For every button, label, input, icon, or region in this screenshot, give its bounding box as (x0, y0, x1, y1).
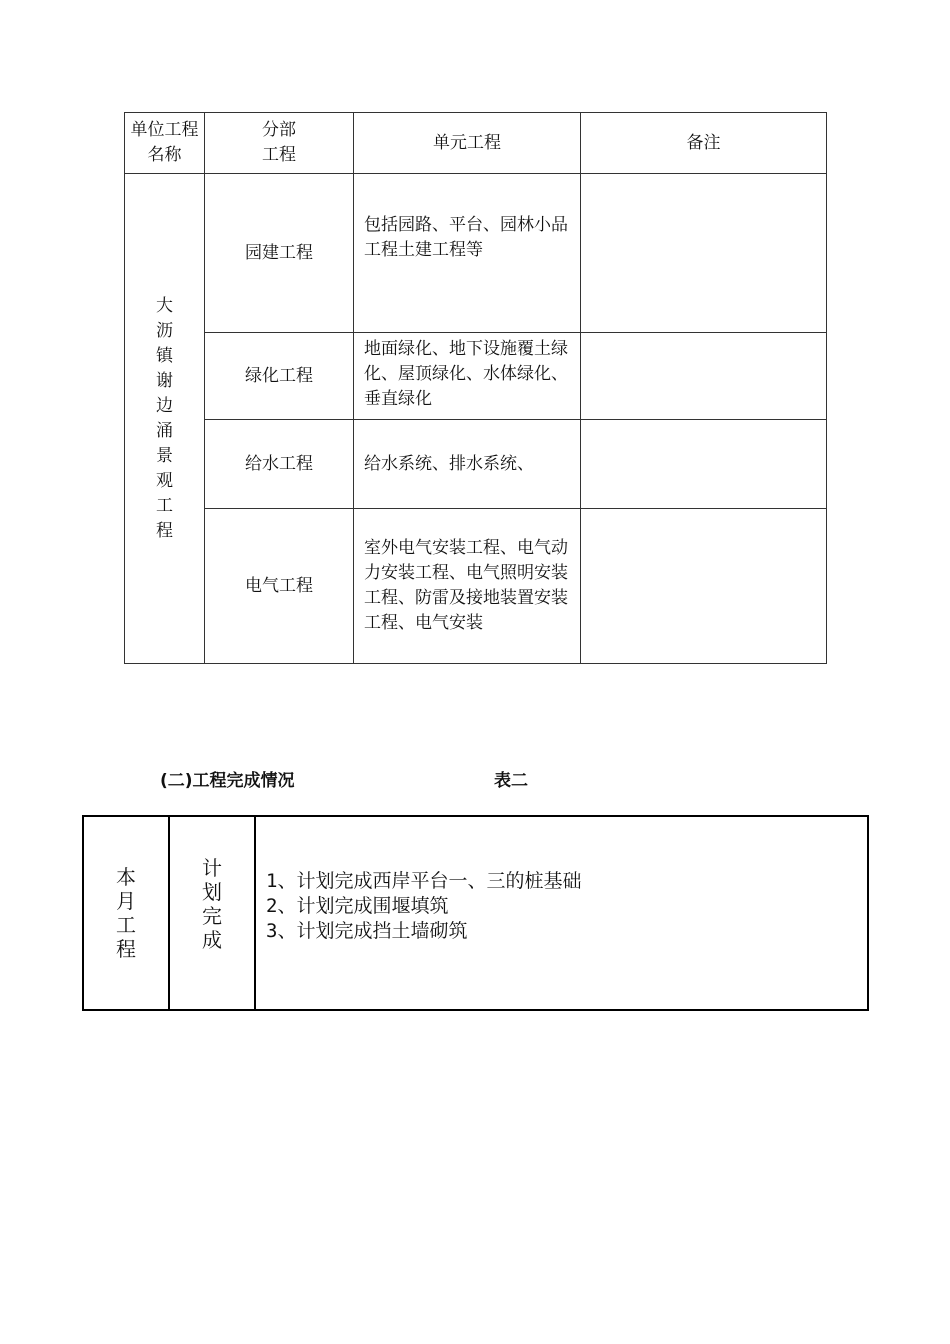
planned-cell (169, 816, 255, 1010)
table-row (125, 509, 827, 664)
list-item: 2、计划完成围堰填筑 (266, 894, 449, 917)
planned-label: 计划完成 (202, 856, 222, 952)
division-cell: 园建工程 (205, 174, 354, 333)
completion-table (82, 815, 869, 1011)
table-header-row (125, 113, 827, 174)
element-cell: 包括园路、平台、园林小品工程土建工程等 (354, 174, 581, 333)
header-unit: 单位工程名称 (125, 113, 205, 174)
list-item: 3、计划完成挡土墙砌筑 (266, 919, 468, 942)
table-row (125, 174, 827, 333)
remarks-cell (581, 420, 827, 509)
table-row (83, 816, 868, 1010)
plan-items-cell (255, 816, 868, 1010)
table-row (125, 333, 827, 420)
header-remarks: 备注 (581, 113, 827, 174)
unit-name: 大沥镇谢边涌景观工程 (156, 295, 173, 541)
element-cell: 给水系统、排水系统、 (354, 420, 581, 509)
table-label: 表二 (494, 771, 528, 791)
project-structure-table (124, 112, 827, 664)
list-item: 1、计划完成西岸平台一、三的桩基础 (266, 869, 582, 892)
remarks-cell (581, 174, 827, 333)
section-title: (二)工程完成情况 (160, 771, 295, 791)
element-cell: 地面绿化、地下设施覆土绿化、屋顶绿化、水体绿化、垂直绿化 (354, 333, 581, 420)
remarks-cell (581, 509, 827, 664)
month-work-label: 本月工程 (116, 865, 136, 961)
header-element: 单元工程 (354, 113, 581, 174)
unit-name-cell (125, 174, 205, 664)
month-work-cell (83, 816, 169, 1010)
division-cell: 绿化工程 (205, 333, 354, 420)
division-cell: 给水工程 (205, 420, 354, 509)
remarks-cell (581, 333, 827, 420)
element-cell: 室外电气安装工程、电气动力安装工程、电气照明安装工程、防雷及接地装置安装工程、电气安装 (354, 509, 581, 664)
header-division: 分部工程 (205, 113, 354, 174)
table-row (125, 420, 827, 509)
division-cell: 电气工程 (205, 509, 354, 664)
